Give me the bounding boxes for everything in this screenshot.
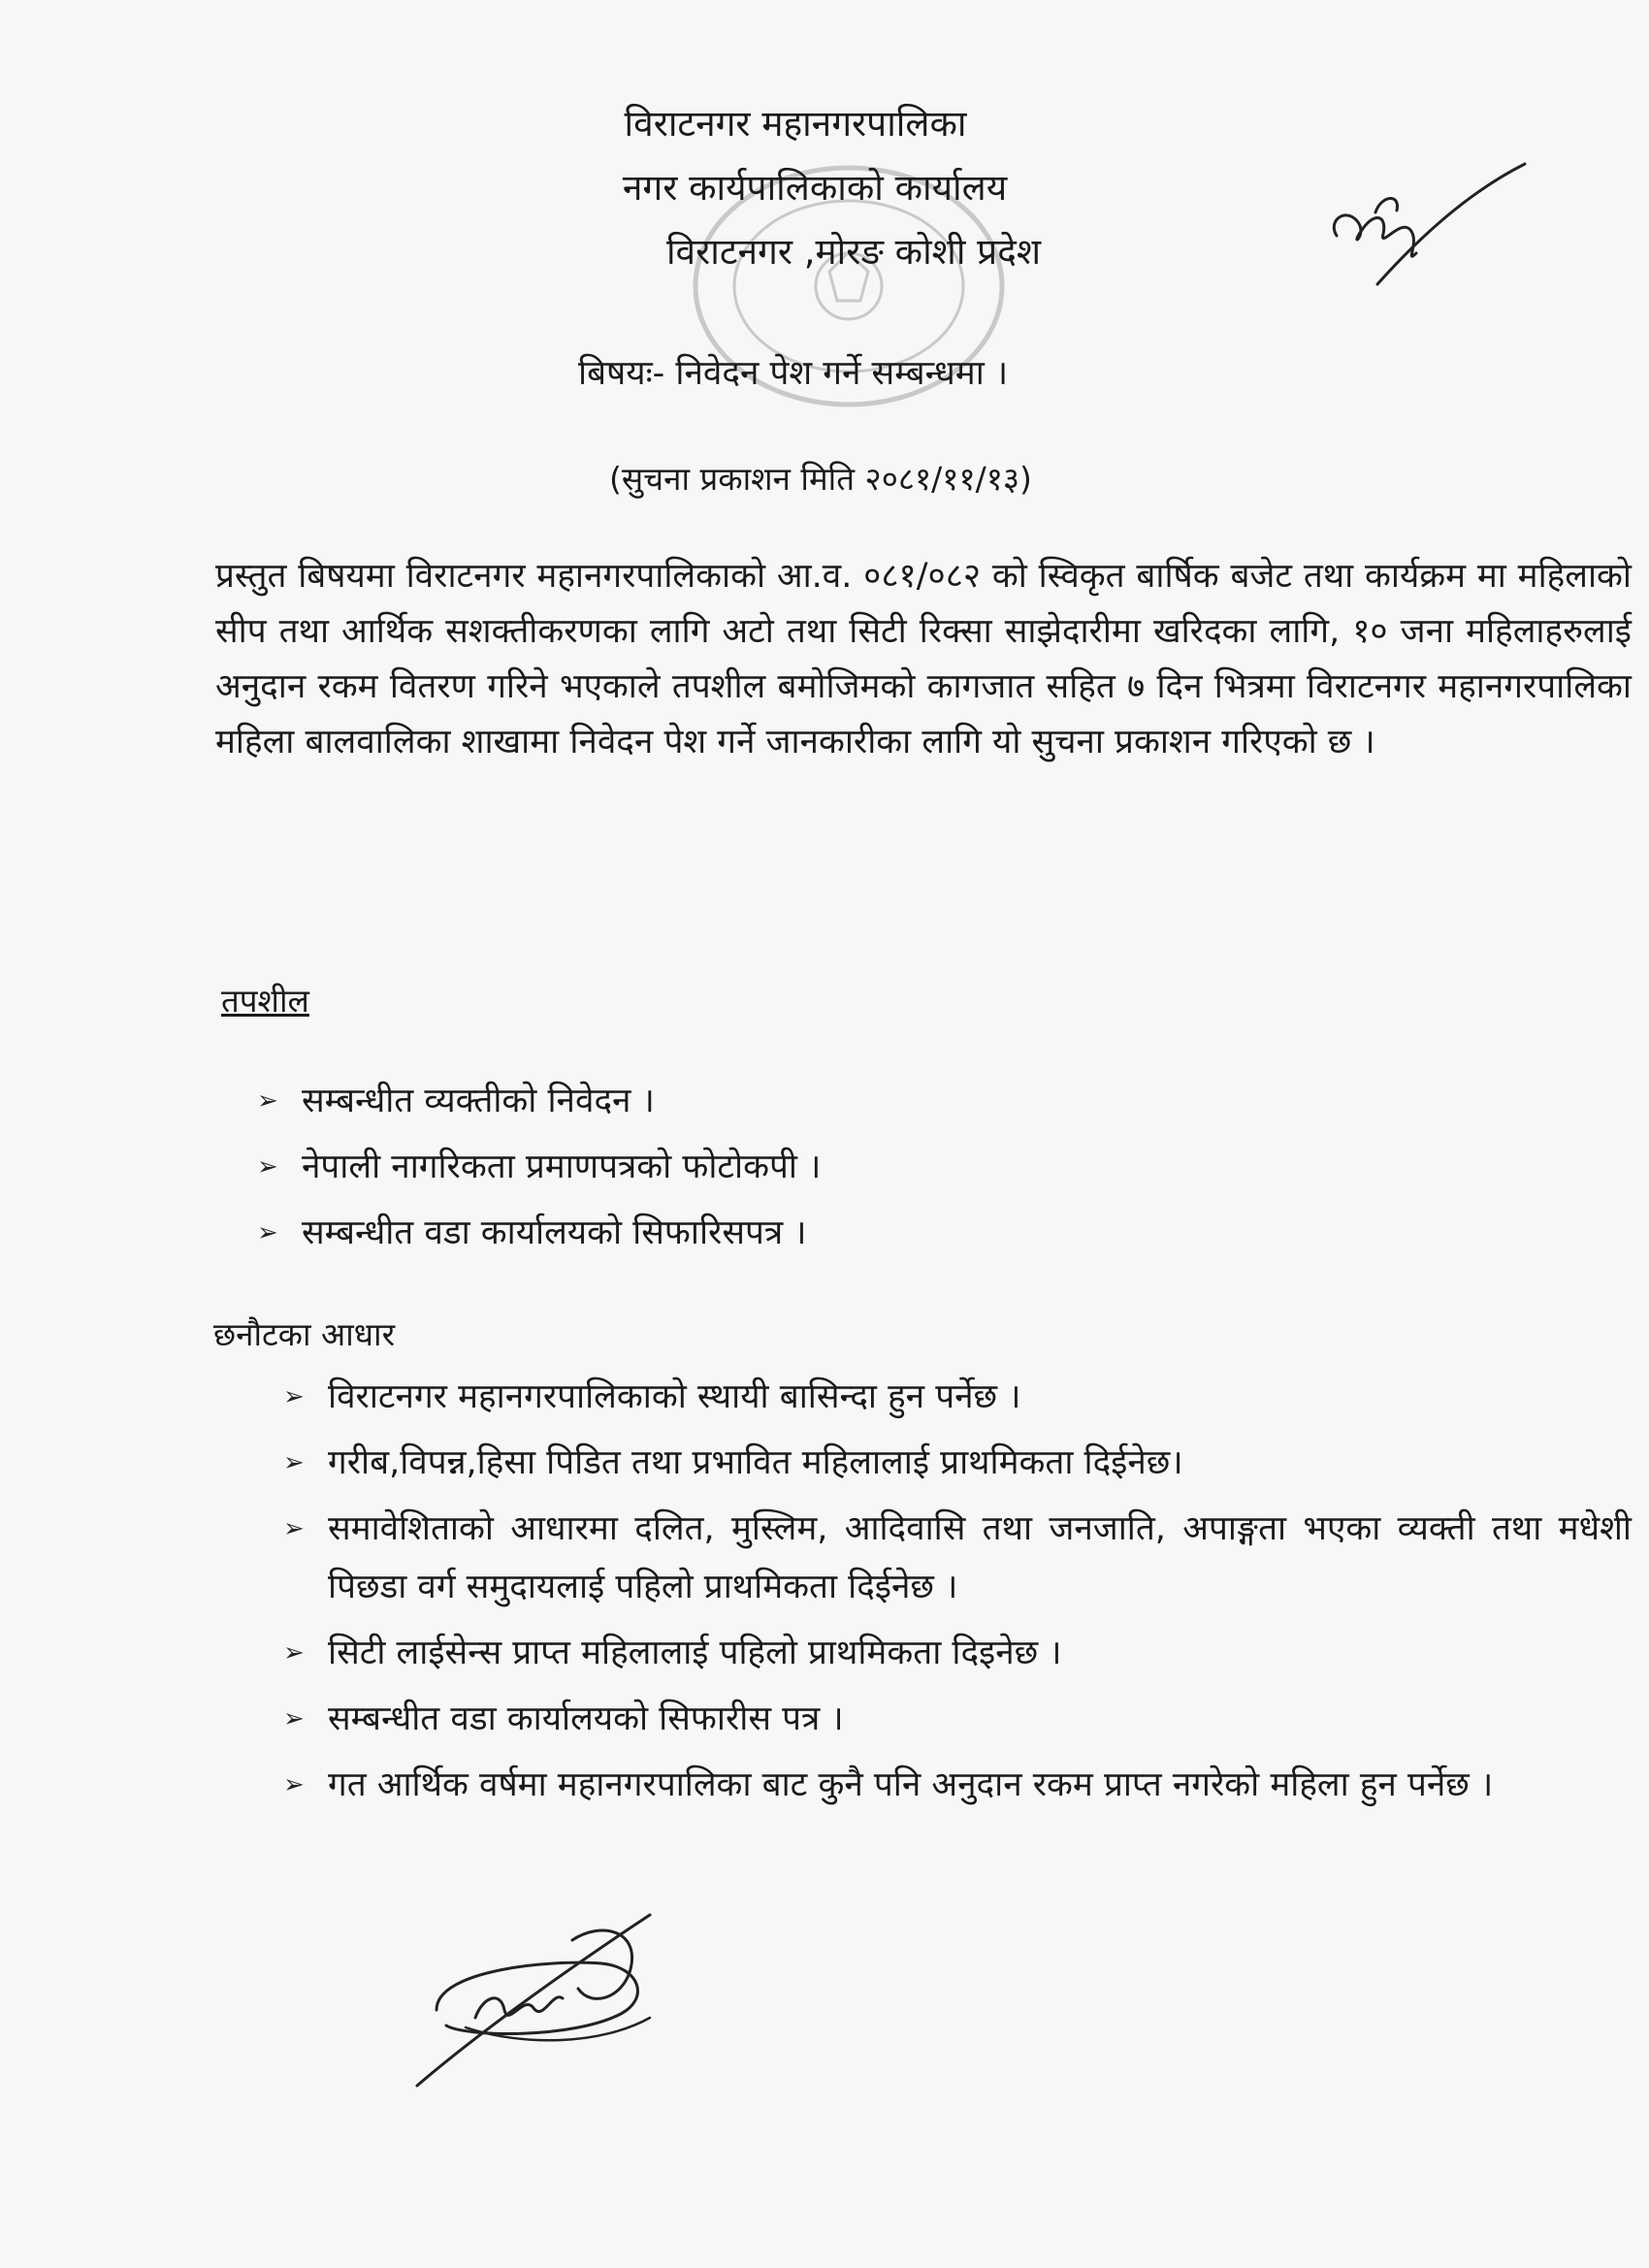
arrowhead-bullet-icon: ➢	[283, 1382, 305, 1411]
notice-publish-date: (सुचना प्रकाशन मिति २०८१/११/१३)	[609, 460, 1032, 498]
arrowhead-bullet-icon: ➢	[257, 1218, 278, 1247]
arrowhead-bullet-icon: ➢	[283, 1770, 305, 1799]
list-item-text: समावेशिताको आधारमा दलित, मुस्लिम, आदिवासि तथा जनजाति, अपाङ्गता भएका व्यक्ती तथा मधेशी पिछडा वर्ग समुदायलाई पहिलो प्राथमिकता दिईनेछ ।	[328, 1509, 1632, 1606]
list-item-text: सम्बन्धीत वडा कार्यालयको सिफारिसपत्र ।	[302, 1214, 807, 1252]
list-item-text: सम्बन्धीत वडा कार्यालयको सिफारीस पत्र ।	[328, 1700, 844, 1738]
notice-body: प्रस्तुत बिषयमा विराटनगर महानगरपालिकाको आ.व. ०८१/०८२ को स्विकृत बार्षिक बजेट तथा कार्यक्रम मा महिलाको सीप तथा आर्थिक सशक्तीकरणका लागि अटो तथा सिटी रिक्सा साझेदारीमा खरिदका लागि, १० जना महिलाहरुलाई अनुदान रकम वितरण गरिने भएकाले तपशील बमोजिमको कागजात सहित ७ दिन भित्रमा विराटनगर महानगरपालिका महिला बालवालिका शाखामा निवेदन पेश गर्ने जानकारीका लागि यो सुचना प्रकाशन गरिएको छ ।	[215, 557, 1632, 761]
municipality-name: विराटनगर महानगरपालिका	[624, 103, 967, 145]
list-item-text: नेपाली नागरिकता प्रमाणपत्रको फोटोकपी ।	[302, 1148, 822, 1186]
signature-top-icon	[1319, 160, 1533, 296]
arrowhead-bullet-icon: ➢	[257, 1086, 278, 1116]
list-item	[257, 1138, 1421, 1196]
list-item	[257, 1204, 1421, 1262]
list-item-text: सिटी लाईसेन्स प्राप्त महिलालाई पहिलो प्राथमिकता दिइनेछ ।	[328, 1634, 1062, 1672]
selection-criteria-list	[283, 1368, 1632, 1822]
arrowhead-bullet-icon: ➢	[283, 1704, 305, 1733]
office-name: नगर कार्यपालिकाको कार्यालय	[622, 167, 1008, 209]
list-item	[283, 1434, 1632, 1492]
arrowhead-bullet-icon: ➢	[283, 1448, 305, 1477]
selection-criteria-heading: छनौटका आधार	[213, 1315, 396, 1353]
tapsil-heading: तपशील	[221, 982, 309, 1020]
list-item-text: गरीब,विपन्न,हिसा पिडित तथा प्रभावित महिलालाई प्राथमिकता दिईनेछ।	[328, 1443, 1183, 1482]
list-item	[257, 1072, 1421, 1130]
list-item-text: गत आर्थिक वर्षमा महानगरपालिका बाट कुनै पनि अनुदान रकम प्राप्त नगरेको महिला हुन पर्नेछ ।	[328, 1766, 1494, 1804]
list-item	[283, 1368, 1632, 1426]
list-item	[283, 1500, 1632, 1616]
list-item	[283, 1690, 1632, 1748]
arrowhead-bullet-icon: ➢	[283, 1514, 305, 1543]
office-address: विराटनगर ,मोरङ कोशी प्रदेश	[665, 231, 1042, 273]
list-item	[283, 1624, 1632, 1682]
list-item-text: सम्बन्धीत व्यक्तीको निवेदन ।	[302, 1082, 655, 1120]
subject-line: बिषयः- निवेदन पेश गर्ने सम्बन्धमा ।	[578, 354, 1009, 393]
signature-bottom-icon	[407, 1901, 689, 2095]
list-item-text: विराटनगर महानगरपालिकाको स्थायी बासिन्दा हुन पर्नेछ ।	[328, 1377, 1021, 1416]
list-item	[283, 1756, 1632, 1814]
required-documents-list	[257, 1072, 1421, 1270]
arrowhead-bullet-icon: ➢	[283, 1638, 305, 1668]
arrowhead-bullet-icon: ➢	[257, 1152, 278, 1182]
